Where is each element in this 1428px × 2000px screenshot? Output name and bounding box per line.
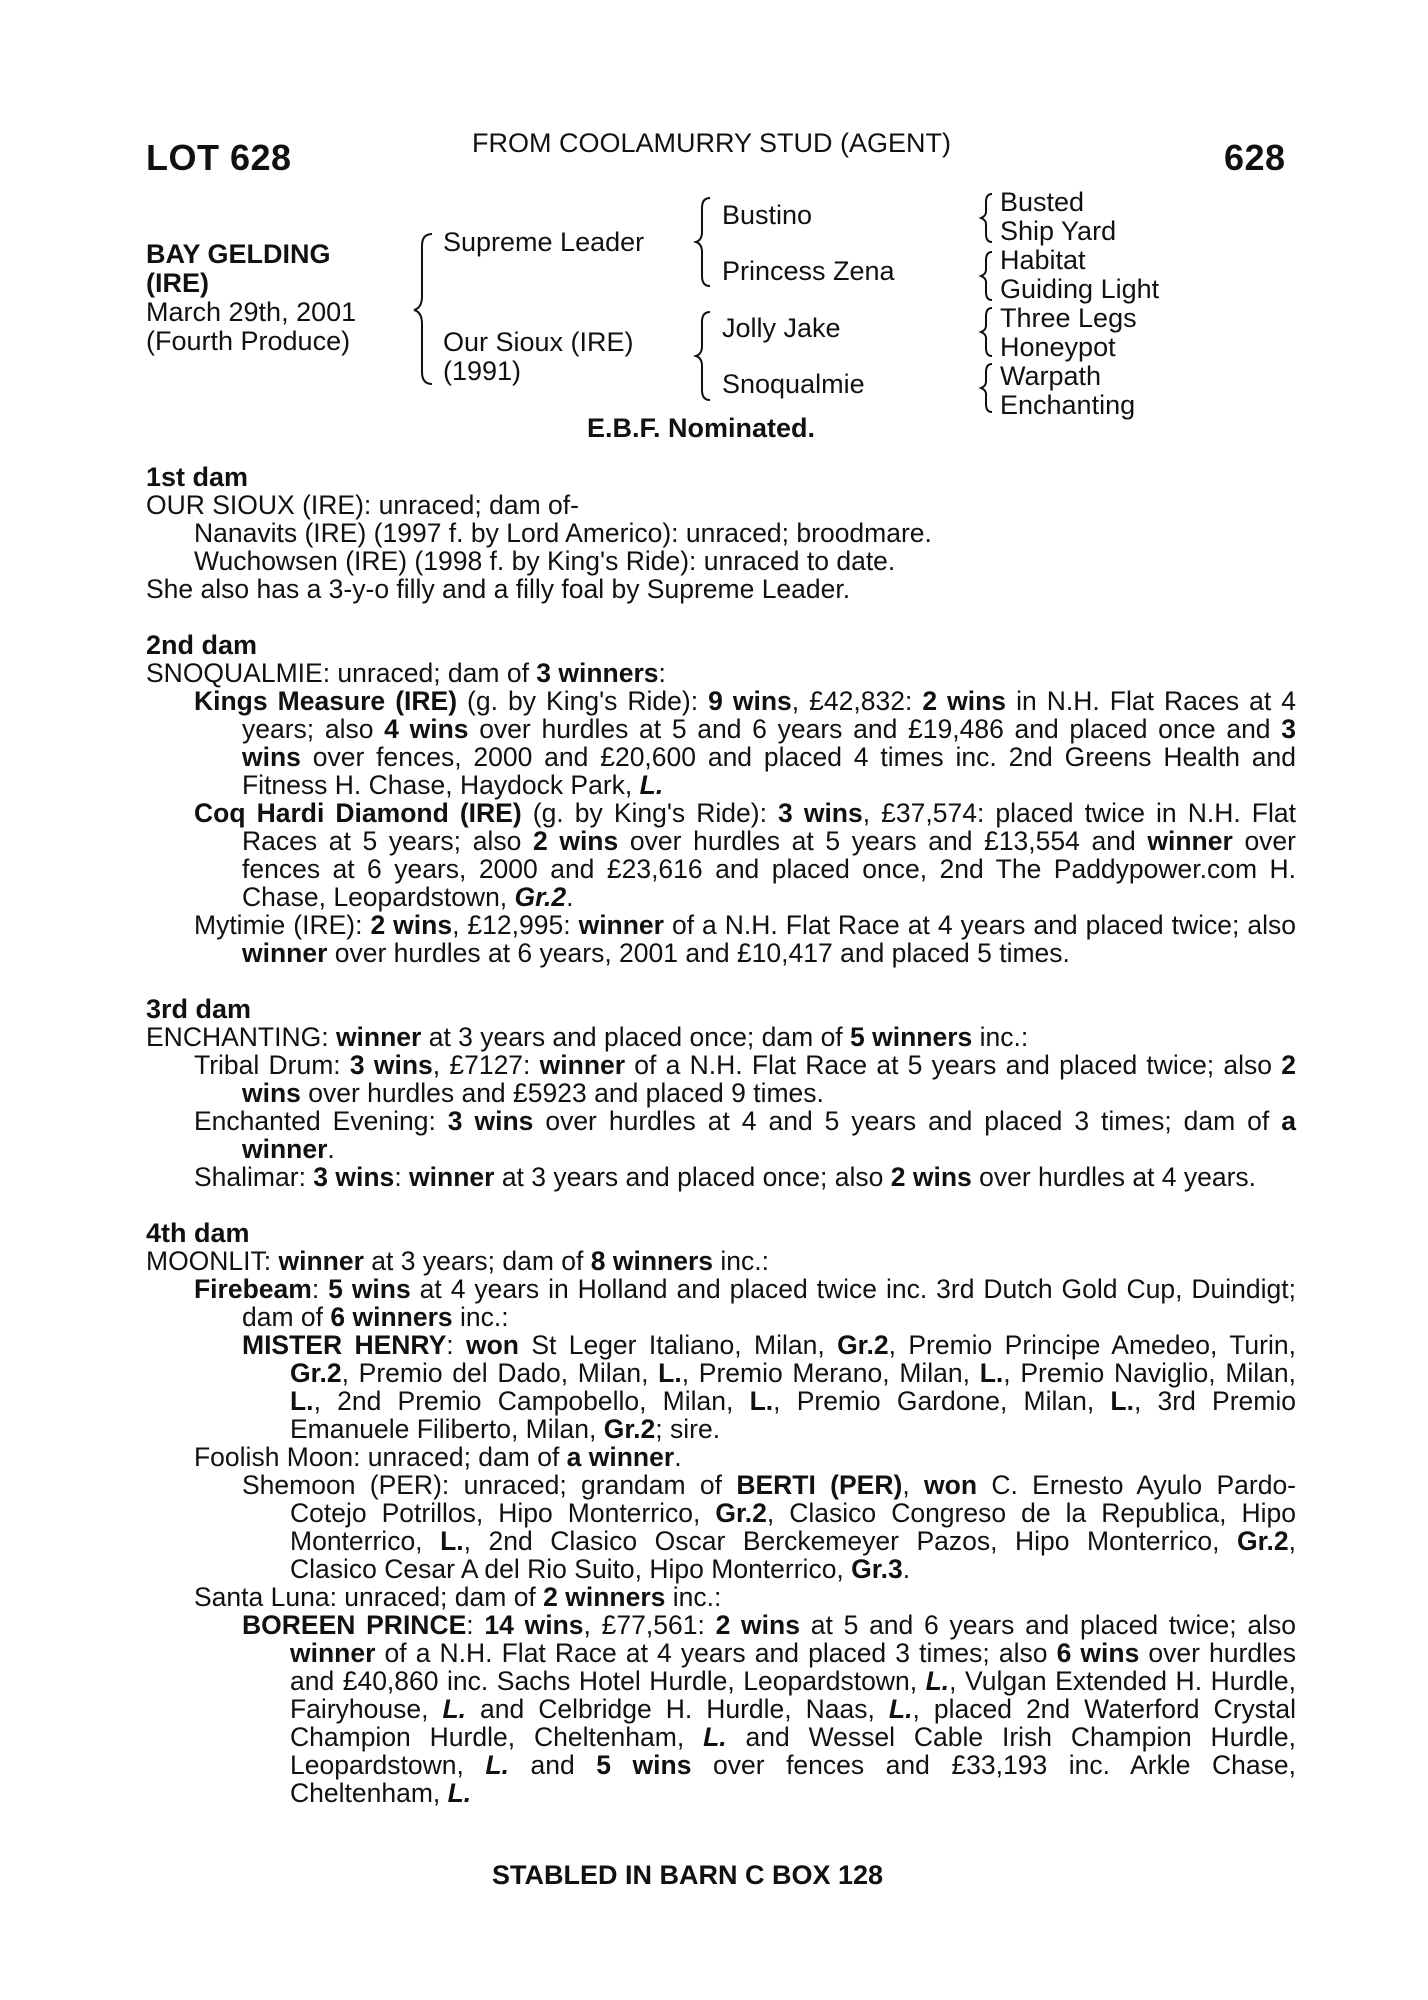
grade: Gr.2 [1237,1526,1289,1556]
text-bold: 2 wins [715,1610,800,1640]
grade: Gr.2 [715,1498,767,1528]
pedigree-dam-name: Our Sioux (IRE) [443,327,634,357]
pedigree-g3-item: Busted [1000,187,1085,217]
text: (g. by King's Ride): [457,686,709,716]
text-bold: BERTI (PER) [736,1470,903,1500]
text-bold: 2 wins [370,910,453,940]
text: over fences at 6 years, 2000 and £23,616 and placed once, 2nd The Paddypower.com H. Chase, Leopardstown, [242,826,1296,912]
text: : [658,658,666,688]
text: Tribal Drum: [194,1050,350,1080]
text: C. Ernesto Ayulo Pardo-Cotejo Potrillos, Hipo Monterrico, [290,1470,1297,1528]
text: , 2nd Clasico Oscar Berckemeyer Pazos, Hipo Monterrico, [463,1526,1238,1556]
text: Mytimie (IRE): [194,910,371,940]
text: , Clasico Cesar A del Rio Suito, Hipo Monterrico, [290,1526,1296,1584]
pedigree-g3-item: Ship Yard [1000,216,1117,246]
text: : [446,1330,466,1360]
grade: Gr.3 [851,1554,903,1584]
text: St Leger Italiano, Milan, [518,1330,838,1360]
pedigree-sire-dam: Princess Zena [722,256,895,286]
text-bold: 3 wins [313,1162,395,1192]
grade: L. [925,1666,950,1696]
text: , Premio del Dado, Milan, [341,1358,659,1388]
text: ; sire. [655,1414,721,1444]
horse-name: Kings Measure (IRE) [194,686,458,716]
text-bold: winner [242,938,328,968]
text: ENCHANTING: [146,1022,336,1052]
text: Foolish Moon: unraced; dam of [194,1442,567,1472]
grade: L. [979,1358,1004,1388]
text: inc.: [665,1582,722,1612]
pedigree-g3 [1000,188,1159,420]
text-bold: 3 wins [447,1106,534,1136]
pedigree-sire: Supreme Leader [443,227,645,257]
text-bold: 3 wins [778,798,863,828]
pedigree-g3-item: Honeypot [1000,332,1116,362]
brace-g3-1 [981,194,992,242]
horse-produce: (Fourth Produce) [146,326,351,356]
text: , Premio Naviglio, Milan, [1003,1358,1297,1388]
text: , Premio Gardone, Milan, [773,1386,1111,1416]
text: , 2nd Premio Campobello, Milan, [313,1386,750,1416]
text: over hurdles at 4 years. [971,1162,1257,1192]
text: at 5 and 6 years and placed twice; also [799,1610,1296,1640]
pedigree-sire-sire: Bustino [722,200,813,230]
brace-sire-line [696,198,710,286]
text-bold: 4 wins [384,714,469,744]
text-bold: winner [409,1162,495,1192]
text: . [674,1442,682,1472]
grade: L. [888,1694,913,1724]
text-bold: winner [539,1050,626,1080]
entry-enchanted-evening [146,1107,1296,1163]
horse-foaled: March 29th, 2001 [146,297,357,327]
text: MOONLIT: [146,1246,279,1276]
grade: L. [447,1778,472,1808]
text: of a N.H. Flat Race at 4 years and placed twice; also [663,910,1296,940]
text: , 3rd Premio Emanuele Filiberto, Milan, [290,1386,1296,1444]
lot-label: LOT 628 [146,137,292,178]
grade: L. [639,770,664,800]
text: over hurdles at 4 and 5 years and placed 3 times; dam of [533,1106,1282,1136]
grade: L. [440,1526,464,1556]
text: . [327,1134,335,1164]
entry-coq-hardi-diamond [146,799,1296,911]
text-bold: 3 winners [536,658,659,688]
text: . [566,882,574,912]
dam1-note: She also has a 3-y-o filly and a filly foal by Supreme Leader. [146,574,851,604]
pedigree-dam-dam: Snoqualmie [722,369,865,399]
text-bold: a winner [242,1106,1296,1164]
grade: L. [1110,1386,1134,1416]
dam4-intro [146,1247,1296,1275]
grade: L. [749,1386,774,1416]
entry-mytimie [146,911,1296,967]
text: at 3 years and placed once; dam of [421,1022,851,1052]
entry-firebeam [146,1275,1296,1331]
horse-sex-colour: BAY GELDING [146,239,331,269]
text-bold: 14 wins [484,1610,584,1640]
text-bold: winner [578,910,664,940]
text-bold: winner [335,1022,422,1052]
text: over hurdles and £5923 and placed 9 times. [300,1078,824,1108]
text: Enchanted Evening: [194,1106,448,1136]
text: inc.: [972,1022,1029,1052]
text-bold: 2 winners [543,1582,666,1612]
brace-g3-2 [981,252,992,300]
grade: L. [658,1358,682,1388]
text: SNOQUALMIE: unraced; dam of [146,658,537,688]
section-title-1st-dam: 1st dam [146,462,249,492]
text: of a N.H. Flat Race at 5 years and placed twice; also [625,1050,1282,1080]
text: (g. by King's Ride): [521,798,779,828]
entry-santa-luna [146,1583,1296,1611]
dam1-item: Nanavits (IRE) (1997 f. by Lord Americo): unraced; broodmare. [194,518,932,548]
text: , Premio Principe Amedeo, Turin, [888,1330,1296,1360]
pedigree-dam-sire: Jolly Jake [722,313,841,343]
dam3-intro [146,1023,1296,1051]
horse-country: (IRE) [146,268,209,298]
stabling-info: STABLED IN BARN C BOX 128 [492,1860,884,1890]
text-bold: 3 wins [349,1050,433,1080]
pedigree-g3-item: Enchanting [1000,390,1136,420]
entry-kings-measure [146,687,1296,799]
text: and Celbridge H. Hurdle, Naas, [466,1694,889,1724]
text-bold: winner [1147,826,1233,856]
horse-name: MISTER HENRY [242,1330,447,1360]
brace-sire-dam [414,234,432,384]
text: , Vulgan Extended H. Hurdle, Fairyhouse, [290,1666,1296,1724]
text-bold: 5 wins [596,1750,692,1780]
grade: L. [290,1386,314,1416]
text-bold: 2 wins [890,1162,972,1192]
ebf-nominated: E.B.F. Nominated. [587,413,816,443]
dam1-intro: OUR SIOUX (IRE): unraced; dam of- [146,490,579,520]
pedigree-braces [0,0,1428,460]
grade: Gr.2 [837,1330,889,1360]
text: over fences and £33,193 inc. Arkle Chase, Cheltenham, [290,1750,1296,1808]
grade: Gr.2 [603,1414,656,1444]
text: inc.: [452,1302,509,1332]
text: : [311,1274,329,1304]
text: , [902,1470,925,1500]
produce-record [146,463,1296,1807]
text: over hurdles at 6 years, 2001 and £10,417 and placed 5 times. [327,938,1070,968]
pedigree-g3-item: Guiding Light [1000,274,1160,304]
entry-shemoon [146,1471,1296,1583]
brace-dam-line [696,312,710,400]
text: : [394,1162,410,1192]
pedigree-g3-item: Habitat [1000,245,1086,275]
text-bold: 5 winners [850,1022,973,1052]
entry-shalimar [146,1163,1296,1191]
grade: Gr.2 [290,1358,342,1388]
dam1-item: Wuchowsen (IRE) (1998 f. by King's Ride): unraced to date. [194,546,896,576]
text: Shemoon (PER): unraced; grandam of [242,1470,737,1500]
section-title-2nd-dam: 2nd dam [146,630,258,660]
text: and [508,1750,597,1780]
text-bold: 3 wins [242,714,1296,772]
text: at 4 years in Holland and placed twice inc. 3rd Dutch Gold Cup, Duindigt; dam of [242,1274,1296,1332]
section-title-3rd-dam: 3rd dam [146,994,252,1024]
grade: L. [442,1694,467,1724]
grade: L. [703,1722,727,1752]
text-bold: winner [278,1246,364,1276]
lot-number: 628 [1224,137,1286,178]
text: at 3 years; dam of [363,1246,591,1276]
text: inc.: [713,1246,769,1276]
text-bold: a winner [566,1442,675,1472]
dam2-intro [146,659,1296,687]
entry-mister-henry [146,1331,1296,1443]
text-bold: won [465,1330,519,1360]
grade: Gr.2 [514,882,567,912]
text: over hurdles at 5 and 6 years and £19,486 and placed once and [468,714,1282,744]
text: , £12,995: [452,910,579,940]
pedigree-g3-item: Three Legs [1000,303,1137,333]
text-bold: 5 wins [328,1274,411,1304]
text: and Wessel Cable Irish Champion Hurdle, Leopardstown, [290,1722,1296,1780]
text: of a N.H. Flat Race at 4 years and placed 3 times; also [375,1638,1057,1668]
text: in N.H. Flat Races at 4 years; also [242,686,1296,744]
text: , £77,561: [583,1610,716,1640]
text-bold: 2 wins [922,686,1007,716]
text: , £37,574: placed twice in N.H. Flat Races at 5 years; also [242,798,1296,856]
text-bold: 9 wins [708,686,792,716]
pedigree-dam-year: (1991) [443,356,522,386]
text-bold: won [924,1470,978,1500]
text-bold: 6 wins [1056,1638,1140,1668]
pedigree-g3-item: Warpath [1000,361,1102,391]
text: Shalimar: [194,1162,314,1192]
text-bold: 2 wins [532,826,619,856]
brace-g3-3 [981,308,992,356]
grade: L. [485,1750,509,1780]
text: , Clasico Congreso de la Republica, Hipo Monterrico, [290,1498,1296,1556]
pedigree-dam [443,328,634,386]
text: Santa Luna: unraced; dam of [194,1582,544,1612]
section-title-4th-dam: 4th dam [146,1218,250,1248]
entry-tribal-drum [146,1051,1296,1107]
text: , placed 2nd Waterford Crystal Champion Hurdle, Cheltenham, [290,1694,1296,1752]
text-bold: 8 winners [590,1246,714,1276]
text-bold: 2 wins [242,1050,1296,1108]
text: over fences, 2000 and £20,600 and placed 4 times inc. 2nd Greens Health and Fitness H. Chase, Haydock Park, [242,742,1296,800]
vendor: FROM COOLAMURRY STUD (AGENT) [472,128,952,158]
text-bold: 6 winners [330,1302,453,1332]
horse-name: Coq Hardi Diamond (IRE) [194,798,522,828]
text: , Premio Merano, Milan, [681,1358,980,1388]
text: , £42,832: [791,686,923,716]
horse-name: BOREEN PRINCE [242,1610,467,1640]
text: over hurdles at 5 years and £13,554 and [618,826,1148,856]
text: . [902,1554,911,1584]
text: : [466,1610,485,1640]
entry-boreen-prince [146,1611,1296,1807]
text-bold: winner [290,1638,376,1668]
text: over hurdles and £40,860 inc. Sachs Hotel Hurdle, Leopardstown, [290,1638,1296,1696]
entry-foolish-moon [146,1443,1296,1471]
brace-g3-4 [981,364,992,412]
text: at 3 years and placed once; also [494,1162,891,1192]
horse-name: Firebeam [194,1274,312,1304]
text: , £7127: [432,1050,540,1080]
